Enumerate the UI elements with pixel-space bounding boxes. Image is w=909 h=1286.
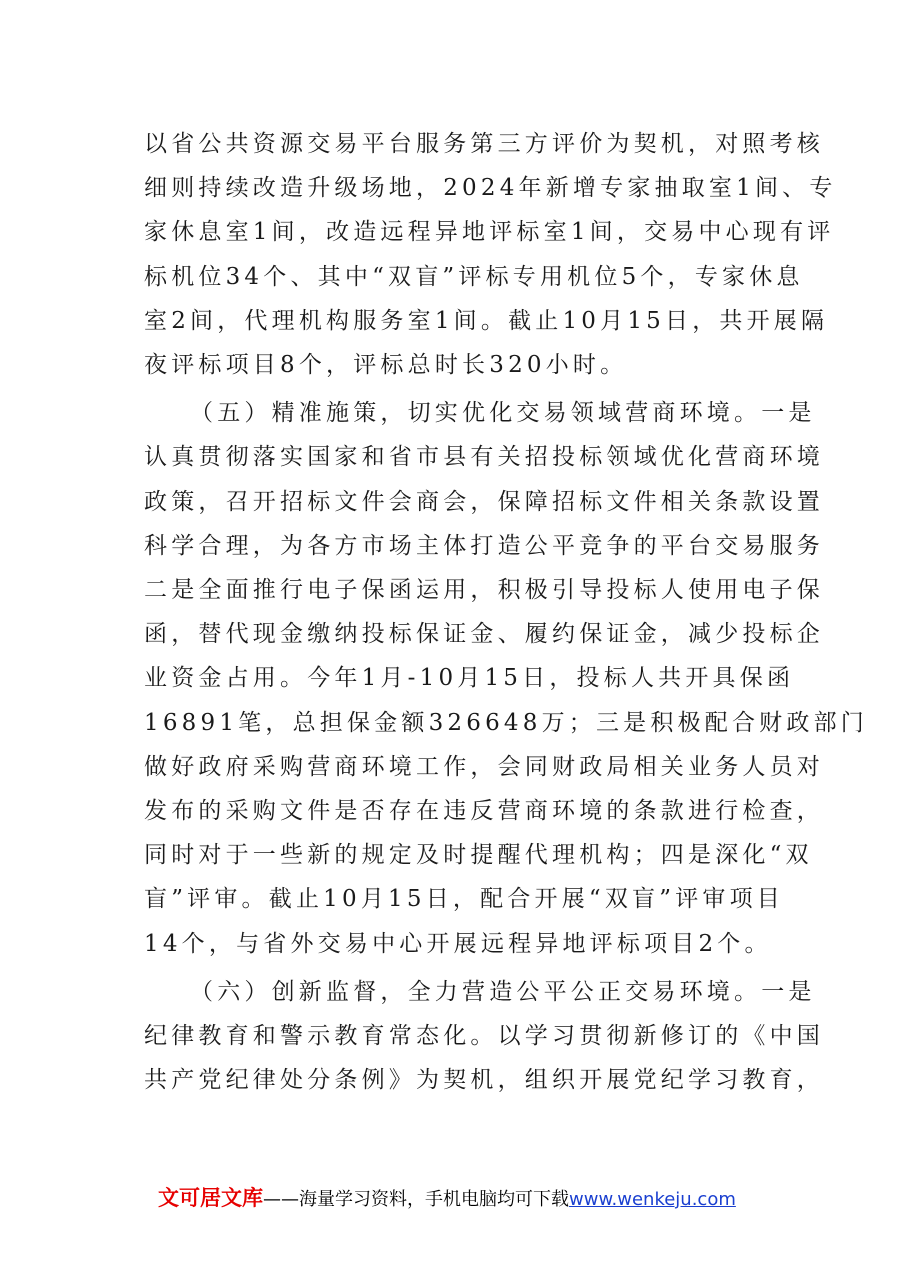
- text-line: 政策，召开招标文件会商会，保障招标文件相关条款设置: [144, 488, 824, 515]
- text-line: 以省公共资源交易平台服务第三方评价为契机，对照考核: [144, 131, 824, 157]
- text-line: 共产党纪律处分条例》为契机，组织开展党纪学习教育，: [144, 1067, 824, 1094]
- text-line: 夜评标项目8个，评标总时长320小时。: [144, 352, 628, 379]
- footer-brand: 文可居文库: [158, 1186, 263, 1210]
- text-line: 科学合理，为各方市场主体打造公平竞争的平台交易服务: [144, 532, 824, 559]
- text-line: 做好政府采购营商环境工作，会同财政局相关业务人员对: [144, 753, 824, 780]
- text-line: （五）精准施策，切实优化交易领域营商环境。一是: [190, 400, 816, 427]
- text-line: 同时对于一些新的规定及时提醒代理机构；四是深化“双: [144, 842, 813, 869]
- text-line: （六）创新监督，全力营造公平公正交易环境。一是: [190, 978, 816, 1005]
- text-line: 盲”评审。截止10月15日，配合开展“双盲”评审项目: [144, 886, 785, 913]
- text-line: 16891笔，总担保金额326648万；三是积极配合财政部门: [144, 709, 868, 736]
- text-line: 标机位34个、其中“双盲”评标专用机位5个，专家休息: [144, 263, 804, 290]
- text-line: 二是全面推行电子保函运用，积极引导投标人使用电子保: [144, 577, 824, 604]
- text-line: 室2间，代理机构服务室1间。截止10月15日，共开展隔: [144, 307, 829, 334]
- text-line: 细则持续改造升级场地，2024年新增专家抽取室1间、专: [144, 175, 837, 202]
- document-body: [144, 122, 868, 1102]
- footer-website-link[interactable]: www.wenkeju.com: [569, 1189, 736, 1210]
- paragraph: [144, 122, 837, 387]
- text-line: 14个，与省外交易中心开展远程异地评标项目2个。: [144, 930, 772, 957]
- text-line: 发布的采购文件是否存在违反营商环境的条款进行检查，: [144, 798, 824, 825]
- text-line: 家休息室1间，改造远程异地评标室1间，交易中心现有评: [144, 219, 835, 246]
- footer-slogan: ——海量学习资料，手机电脑均可下载: [263, 1189, 569, 1210]
- paragraph: [144, 391, 868, 966]
- text-line: 认真贯彻落实国家和省市县有关招投标领域优化营商环境: [144, 444, 824, 471]
- text-line: 业资金占用。今年1月-10月15日，投标人共开具保函: [144, 665, 795, 692]
- text-line: 纪律教育和警示教育常态化。以学习贯彻新修订的《中国: [144, 1023, 824, 1050]
- footer-banner: [158, 1183, 778, 1213]
- paragraph: [144, 970, 824, 1103]
- text-line: 函，替代现金缴纳投标保证金、履约保证金，减少投标企: [144, 621, 824, 648]
